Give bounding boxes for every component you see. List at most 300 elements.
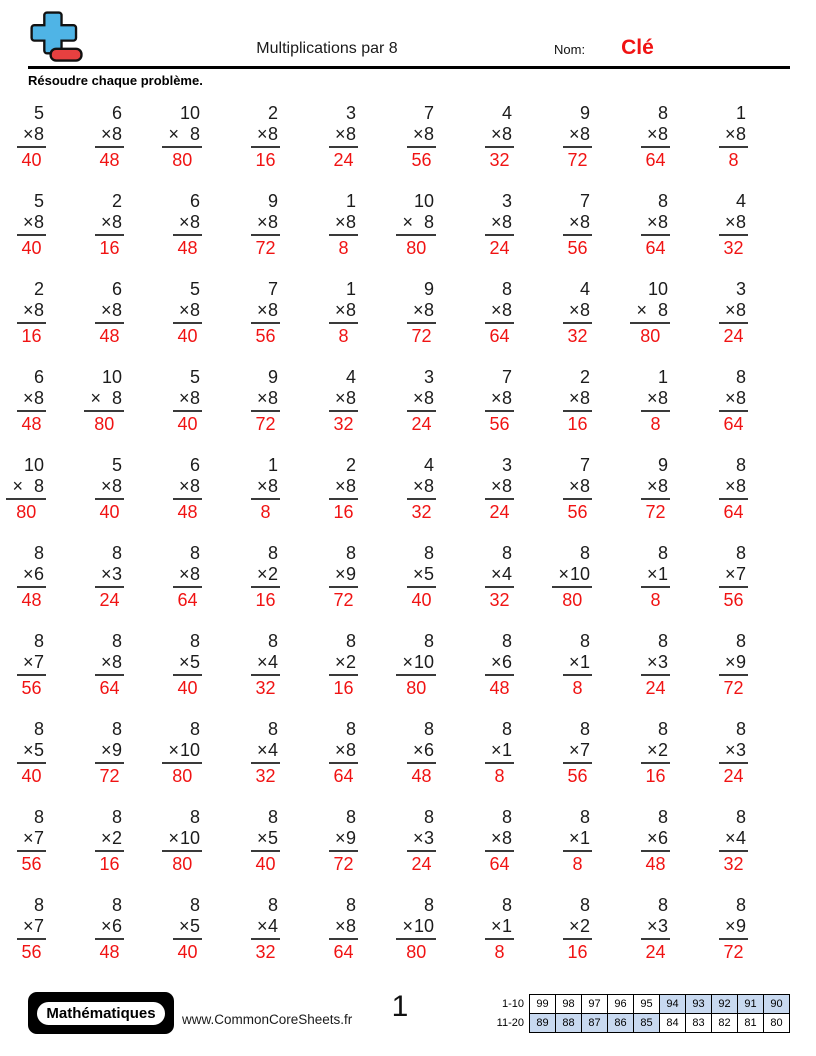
- operation-line: [563, 212, 592, 236]
- multiplicand: 8: [423, 543, 434, 563]
- multiplicand: 8: [33, 543, 44, 563]
- problem: [485, 798, 514, 875]
- operation-line: [251, 916, 280, 940]
- answer: 80: [94, 414, 115, 434]
- multiplicand: 8: [111, 807, 122, 827]
- score-cell: 82: [712, 1014, 738, 1033]
- multiplicand: 8: [111, 543, 122, 563]
- problem: [173, 358, 202, 435]
- times-icon: ×: [568, 916, 580, 936]
- answer-key-label: Clé: [621, 36, 654, 59]
- times-icon: ×: [412, 124, 424, 144]
- problem: [251, 94, 280, 171]
- multiplier: 8: [735, 476, 746, 496]
- times-icon: ×: [490, 916, 502, 936]
- times-icon: ×: [724, 212, 736, 232]
- multiplicand: 9: [657, 455, 668, 475]
- operation-line: [485, 740, 514, 764]
- multiplicand: 3: [423, 367, 434, 387]
- answer: 64: [177, 590, 198, 610]
- problem: [719, 94, 748, 171]
- multiplier: 8: [735, 212, 746, 232]
- operation-line: [17, 300, 46, 324]
- answer: 48: [177, 502, 198, 522]
- multiplier: 8: [111, 652, 122, 672]
- answer: 8: [728, 150, 739, 170]
- multiplicand: 8: [189, 543, 200, 563]
- multiplier: 8: [657, 212, 668, 232]
- times-icon: ×: [168, 124, 179, 144]
- multiplicand: 6: [189, 191, 200, 211]
- multiplier: 8: [33, 476, 44, 496]
- operation-line: [17, 124, 46, 148]
- problem: [641, 182, 670, 259]
- multiplicand: 7: [501, 367, 512, 387]
- operation-line: [162, 124, 202, 148]
- score-range-label: 1-10: [501, 998, 524, 1010]
- problem: [641, 534, 670, 611]
- times-icon: ×: [334, 124, 346, 144]
- times-icon: ×: [256, 564, 268, 584]
- multiplier: 8: [33, 388, 44, 408]
- multiplicand: 3: [735, 279, 746, 299]
- problem: [407, 710, 436, 787]
- times-icon: ×: [490, 388, 502, 408]
- multiplier: 1: [657, 564, 668, 584]
- times-icon: ×: [724, 828, 736, 848]
- problem: [563, 710, 592, 787]
- answer: 64: [723, 414, 744, 434]
- multiplier: 8: [735, 300, 746, 320]
- problem: [407, 446, 436, 523]
- problem: [563, 622, 592, 699]
- multiplier: 5: [33, 740, 44, 760]
- answer: 80: [562, 590, 583, 610]
- problem: [641, 886, 670, 963]
- multiplicand: 8: [579, 543, 590, 563]
- answer: 56: [567, 766, 588, 786]
- answer: 72: [567, 150, 588, 170]
- multiplicand: 5: [189, 279, 200, 299]
- operation-line: [563, 916, 592, 940]
- site-url: www.CommonCoreSheets.fr: [182, 1012, 353, 1027]
- times-icon: ×: [334, 916, 346, 936]
- multiplier: 6: [501, 652, 512, 672]
- times-icon: ×: [178, 300, 190, 320]
- multiplicand: 2: [345, 455, 356, 475]
- multiplicand: 6: [189, 455, 200, 475]
- problem: [95, 182, 124, 259]
- problem: [95, 798, 124, 875]
- times-icon: ×: [22, 828, 34, 848]
- multiplier: 3: [423, 828, 434, 848]
- problem: [552, 534, 592, 611]
- operation-line: [329, 564, 358, 588]
- operation-line: [719, 212, 748, 236]
- times-icon: ×: [724, 740, 736, 760]
- answer: 24: [411, 854, 432, 874]
- multiplicand: 8: [189, 719, 200, 739]
- operation-line: [719, 476, 748, 500]
- operation-line: [641, 388, 670, 412]
- problem: [251, 270, 280, 347]
- problem: [329, 886, 358, 963]
- multiplier: 10: [569, 564, 590, 584]
- multiplier: 5: [189, 652, 200, 672]
- operation-line: [563, 828, 592, 852]
- operation-line: [6, 476, 46, 500]
- times-icon: ×: [100, 916, 112, 936]
- answer: 24: [99, 590, 120, 610]
- multiplicand: 2: [267, 103, 278, 123]
- problem: [563, 182, 592, 259]
- operation-line: [329, 476, 358, 500]
- operation-line: [329, 828, 358, 852]
- problem: [17, 710, 46, 787]
- operation-line: [719, 388, 748, 412]
- operation-line: [95, 828, 124, 852]
- answer: 48: [99, 942, 120, 962]
- multiplier: 7: [33, 916, 44, 936]
- operation-line: [485, 388, 514, 412]
- multiplier: 3: [111, 564, 122, 584]
- multiplicand: 8: [33, 807, 44, 827]
- multiplicand: 8: [501, 543, 512, 563]
- problem: [641, 94, 670, 171]
- multiplier: 4: [267, 916, 278, 936]
- times-icon: ×: [646, 652, 658, 672]
- operation-line: [563, 740, 592, 764]
- answer: 56: [21, 854, 42, 874]
- operation-line: [641, 212, 670, 236]
- times-icon: ×: [490, 740, 502, 760]
- problem: [485, 534, 514, 611]
- score-cell: 85: [634, 1014, 660, 1033]
- problem: [95, 622, 124, 699]
- answer: 56: [21, 678, 42, 698]
- operation-line: [173, 300, 202, 324]
- times-icon: ×: [100, 476, 112, 496]
- multiplier: 4: [267, 740, 278, 760]
- multiplier: 8: [735, 388, 746, 408]
- times-icon: ×: [100, 212, 112, 232]
- answer: 32: [567, 326, 588, 346]
- multiplicand: 3: [501, 455, 512, 475]
- multiplier: 2: [345, 652, 356, 672]
- multiplier: 8: [579, 124, 590, 144]
- times-icon: ×: [12, 476, 23, 496]
- operation-line: [17, 212, 46, 236]
- problem: [84, 358, 124, 435]
- multiplier: 1: [579, 828, 590, 848]
- problem: [17, 798, 46, 875]
- multiplier: 6: [423, 740, 434, 760]
- answer: 56: [723, 590, 744, 610]
- problem: [563, 886, 592, 963]
- operation-line: [630, 300, 670, 324]
- times-icon: ×: [646, 916, 658, 936]
- multiplier: 8: [735, 124, 746, 144]
- answer: 24: [333, 150, 354, 170]
- times-icon: ×: [178, 388, 190, 408]
- problem: [563, 358, 592, 435]
- score-cell: 84: [660, 1014, 686, 1033]
- multiplicand: 8: [501, 279, 512, 299]
- operation-line: [407, 828, 436, 852]
- page-footer: [28, 992, 790, 1038]
- problem: [251, 182, 280, 259]
- multiplier: 10: [179, 740, 200, 760]
- brand-bar: [28, 992, 174, 1034]
- answer: 8: [494, 766, 505, 786]
- multiplicand: 8: [423, 895, 434, 915]
- multiplicand: 8: [657, 543, 668, 563]
- answer: 56: [255, 326, 276, 346]
- operation-line: [563, 124, 592, 148]
- brand-name: Mathématiques: [35, 1000, 166, 1027]
- multiplier: 8: [345, 388, 356, 408]
- answer: 8: [260, 502, 271, 522]
- times-icon: ×: [568, 652, 580, 672]
- operation-line: [329, 740, 358, 764]
- multiplier: 1: [501, 916, 512, 936]
- multiplicand: 8: [423, 631, 434, 651]
- multiplier: 4: [501, 564, 512, 584]
- multiplicand: 8: [189, 895, 200, 915]
- multiplier: 8: [33, 124, 44, 144]
- answer: 40: [99, 502, 120, 522]
- multiplier: 8: [579, 388, 590, 408]
- problem: [329, 358, 358, 435]
- multiplier: 9: [735, 916, 746, 936]
- times-icon: ×: [256, 740, 268, 760]
- multiplicand: 1: [345, 279, 356, 299]
- problem: [329, 94, 358, 171]
- times-icon: ×: [100, 124, 112, 144]
- operation-line: [95, 212, 124, 236]
- multiplicand: 8: [735, 895, 746, 915]
- multiplicand: 5: [33, 103, 44, 123]
- problem: [95, 534, 124, 611]
- operation-line: [641, 476, 670, 500]
- times-icon: ×: [568, 476, 580, 496]
- answer: 40: [177, 326, 198, 346]
- operation-line: [485, 476, 514, 500]
- multiplier: 4: [267, 652, 278, 672]
- times-icon: ×: [402, 916, 413, 936]
- multiplier: 8: [189, 388, 200, 408]
- answer: 72: [99, 766, 120, 786]
- score-table: [486, 994, 790, 1033]
- score-cell: 91: [738, 995, 764, 1014]
- multiplier: 8: [111, 300, 122, 320]
- multiplier: 8: [657, 476, 668, 496]
- problem: [563, 94, 592, 171]
- problem: [485, 94, 514, 171]
- problem: [251, 446, 280, 523]
- times-icon: ×: [724, 564, 736, 584]
- answer: 40: [21, 238, 42, 258]
- answer: 56: [567, 238, 588, 258]
- operation-line: [95, 564, 124, 588]
- problem: [329, 622, 358, 699]
- problem: [17, 358, 46, 435]
- multiplier: 5: [189, 916, 200, 936]
- multiplicand: 9: [267, 191, 278, 211]
- answer: 8: [650, 590, 661, 610]
- times-icon: ×: [646, 212, 658, 232]
- multiplier: 9: [111, 740, 122, 760]
- answer: 64: [489, 854, 510, 874]
- multiplicand: 8: [657, 807, 668, 827]
- multiplicand: 8: [735, 367, 746, 387]
- problem: [641, 446, 670, 523]
- problem: [251, 622, 280, 699]
- multiplier: 8: [189, 476, 200, 496]
- problem: [17, 534, 46, 611]
- problem: [17, 886, 46, 963]
- multiplicand: 4: [501, 103, 512, 123]
- multiplicand: 4: [579, 279, 590, 299]
- answer: 48: [489, 678, 510, 698]
- problem: [563, 798, 592, 875]
- problem: [719, 710, 748, 787]
- problem: [719, 798, 748, 875]
- answer: 8: [572, 678, 583, 698]
- problem: [407, 798, 436, 875]
- operation-line: [563, 652, 592, 676]
- multiplicand: 2: [111, 191, 122, 211]
- multiplicand: 2: [33, 279, 44, 299]
- multiplicand: 1: [657, 367, 668, 387]
- times-icon: ×: [412, 300, 424, 320]
- score-cell: 81: [738, 1014, 764, 1033]
- multiplicand: 8: [579, 631, 590, 651]
- multiplicand: 9: [579, 103, 590, 123]
- multiplier: 8: [579, 212, 590, 232]
- operation-line: [17, 828, 46, 852]
- answer: 16: [645, 766, 666, 786]
- problems-row: [0, 534, 780, 622]
- multiplier: 8: [345, 212, 356, 232]
- multiplicand: 8: [657, 631, 668, 651]
- answer: 72: [255, 238, 276, 258]
- multiplicand: 5: [33, 191, 44, 211]
- multiplicand: 8: [345, 807, 356, 827]
- multiplicand: 8: [111, 895, 122, 915]
- multiplicand: 1: [345, 191, 356, 211]
- multiplier: 8: [423, 124, 434, 144]
- answer: 16: [333, 502, 354, 522]
- answer: 24: [723, 326, 744, 346]
- times-icon: ×: [724, 916, 736, 936]
- problem: [485, 182, 514, 259]
- answer: 16: [333, 678, 354, 698]
- operation-line: [173, 652, 202, 676]
- answer: 40: [177, 942, 198, 962]
- multiplier: 9: [345, 828, 356, 848]
- multiplier: 8: [501, 828, 512, 848]
- multiplicand: 8: [657, 719, 668, 739]
- times-icon: ×: [490, 828, 502, 848]
- operation-line: [251, 124, 280, 148]
- problems-row: [0, 710, 780, 798]
- problem: [329, 270, 358, 347]
- times-icon: ×: [334, 564, 346, 584]
- multiplier: 3: [657, 916, 668, 936]
- multiplier: 8: [423, 212, 434, 232]
- multiplier: 8: [345, 916, 356, 936]
- problem: [17, 182, 46, 259]
- worksheet-header: [28, 0, 790, 69]
- multiplicand: 7: [423, 103, 434, 123]
- times-icon: ×: [402, 652, 413, 672]
- times-icon: ×: [646, 740, 658, 760]
- answer: 16: [99, 854, 120, 874]
- multiplier: 8: [267, 476, 278, 496]
- multiplicand: 6: [111, 279, 122, 299]
- multiplier: 5: [423, 564, 434, 584]
- multiplier: 2: [111, 828, 122, 848]
- times-icon: ×: [256, 124, 268, 144]
- operation-line: [251, 564, 280, 588]
- times-icon: ×: [412, 828, 424, 848]
- operation-line: [641, 652, 670, 676]
- times-icon: ×: [334, 300, 346, 320]
- operation-line: [329, 212, 358, 236]
- operation-line: [563, 476, 592, 500]
- multiplier: 8: [501, 212, 512, 232]
- name-label: Nom:: [554, 42, 586, 57]
- problem: [173, 182, 202, 259]
- multiplier: 8: [189, 212, 200, 232]
- multiplier: 8: [501, 476, 512, 496]
- answer: 16: [567, 942, 588, 962]
- answer: 48: [21, 590, 42, 610]
- name-area: [554, 36, 790, 66]
- answer: 72: [333, 590, 354, 610]
- multiplier: 8: [267, 124, 278, 144]
- problems-row: [0, 798, 780, 886]
- multiplicand: 8: [657, 103, 668, 123]
- answer: 80: [406, 238, 427, 258]
- problem: [162, 798, 202, 875]
- multiplier: 8: [111, 212, 122, 232]
- operation-line: [407, 388, 436, 412]
- plus-minus-logo-icon: [28, 8, 86, 66]
- multiplicand: 8: [267, 719, 278, 739]
- multiplier: 8: [111, 476, 122, 496]
- times-icon: ×: [334, 388, 346, 408]
- multiplicand: 8: [423, 807, 434, 827]
- operation-line: [396, 212, 436, 236]
- answer: 24: [411, 414, 432, 434]
- times-icon: ×: [100, 740, 112, 760]
- problem: [719, 182, 748, 259]
- multiplier: 8: [33, 212, 44, 232]
- problems-row: [0, 270, 780, 358]
- operation-line: [641, 740, 670, 764]
- brand-logo: [28, 0, 100, 71]
- multiplier: 6: [657, 828, 668, 848]
- multiplier: 8: [189, 564, 200, 584]
- multiplicand: 8: [501, 631, 512, 651]
- problems-row: [0, 94, 780, 182]
- multiplier: 8: [267, 388, 278, 408]
- problem: [563, 270, 592, 347]
- problem: [641, 622, 670, 699]
- answer: 40: [21, 150, 42, 170]
